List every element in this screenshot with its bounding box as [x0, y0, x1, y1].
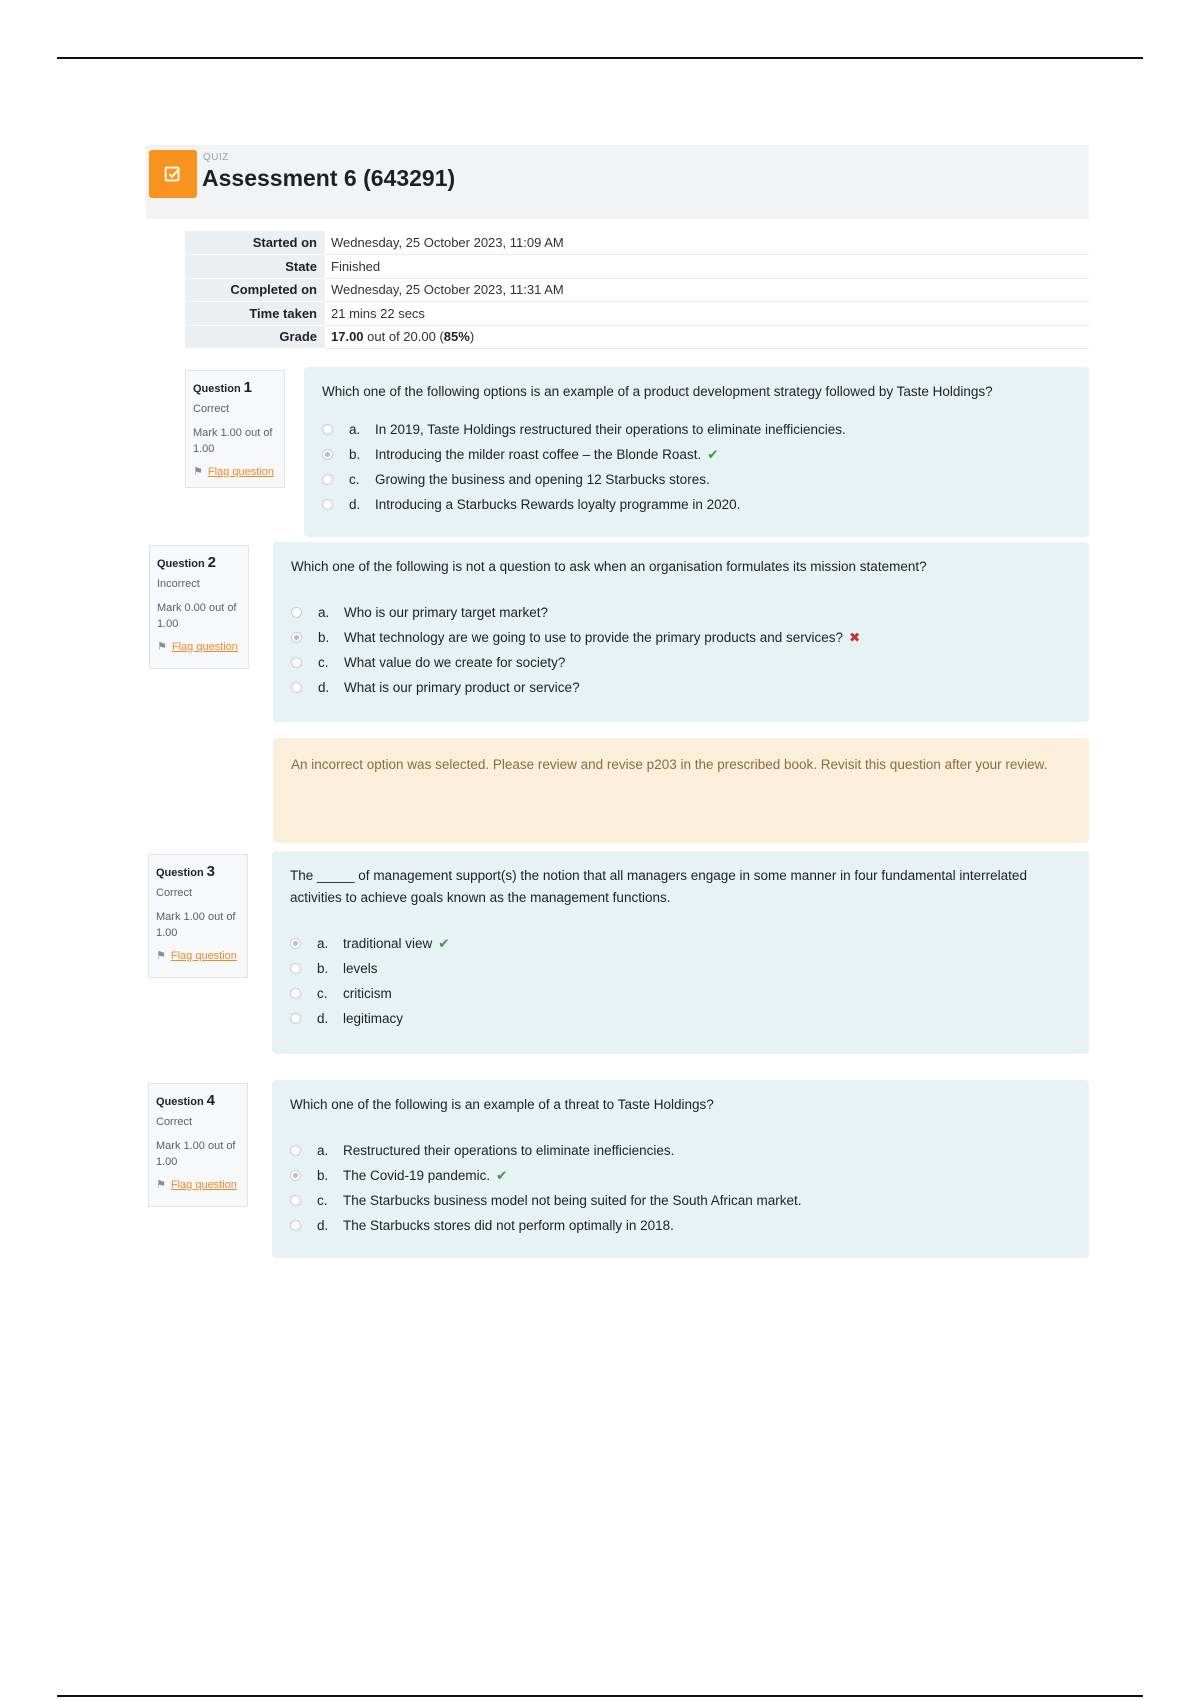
question-mark: Mark 1.00 out of 1.00: [156, 911, 236, 939]
answer-text: Growing the business and opening 12 Starbucks stores.: [375, 472, 710, 487]
summary-row: [185, 325, 1089, 349]
question-content-1: [304, 367, 1089, 537]
answer-option[interactable]: [290, 1163, 1071, 1188]
answer-text: criticism: [343, 986, 392, 1001]
question-mark: Mark 1.00 out of 1.00: [193, 427, 273, 455]
radio-button[interactable]: [322, 499, 333, 510]
radio-button[interactable]: [322, 474, 333, 485]
answer-letter: b.: [317, 1168, 329, 1183]
answer-option[interactable]: [291, 675, 1071, 700]
answer-option[interactable]: [290, 931, 1071, 956]
summary-value: 21 mins 22 secs: [325, 302, 1089, 326]
answer-text: traditional view: [343, 936, 433, 951]
answer-list: [291, 600, 1071, 700]
flag-question-link[interactable]: [156, 1178, 240, 1191]
answer-text: legitimacy: [343, 1011, 404, 1026]
question-state: Correct: [156, 1116, 193, 1128]
radio-button[interactable]: [322, 449, 333, 460]
page-title: Assessment 6 (643291): [202, 165, 456, 191]
answer-option[interactable]: [322, 442, 1071, 467]
summary-value: Wednesday, 25 October 2023, 11:09 AM: [325, 231, 1089, 255]
flag-question-label: Flag question: [170, 1178, 237, 1191]
page-top-rule: [57, 57, 1143, 59]
radio-button[interactable]: [322, 424, 333, 435]
attempt-summary-table: [185, 231, 1089, 349]
question-num: 3: [206, 863, 216, 880]
flag-question-label: Flag question: [171, 640, 238, 653]
answer-letter: b.: [318, 630, 330, 645]
answer-letter: b.: [349, 447, 361, 462]
summary-label: Started on: [185, 231, 325, 255]
answer-option[interactable]: [290, 1188, 1071, 1213]
checkmark-icon: ✔: [707, 446, 719, 462]
answer-text: In 2019, Taste Holdings restructured their operations to eliminate inefficiencies.: [375, 422, 846, 437]
summary-label: Grade: [185, 325, 325, 349]
summary-label: Time taken: [185, 302, 325, 326]
flag-icon: ⚑: [157, 641, 167, 653]
question-mark: Mark 0.00 out of 1.00: [157, 602, 237, 630]
flag-icon: ⚑: [193, 466, 203, 478]
answer-letter: a.: [317, 1143, 329, 1158]
answer-option[interactable]: [322, 467, 1071, 492]
summary-row: [185, 278, 1089, 302]
answer-text: Who is our primary target market?: [344, 605, 549, 620]
question-label: Question: [157, 558, 205, 570]
question-num: 4: [206, 1092, 216, 1109]
question-text: Which one of the following is an example of a threat to Taste Holdings?: [290, 1097, 714, 1112]
answer-option[interactable]: [290, 1138, 1071, 1163]
question-mark: Mark 1.00 out of 1.00: [156, 1140, 236, 1168]
answer-text: What value do we create for society?: [344, 655, 566, 670]
question-label: Question: [193, 383, 241, 395]
radio-button[interactable]: [291, 632, 302, 643]
answer-option[interactable]: [322, 417, 1071, 442]
question-text: Which one of the following is not a question to ask when an organisation formulates its mission statement?: [291, 559, 927, 574]
question-text: Which one of the following options is an example of a product development strategy followed by Taste Holdings?: [322, 384, 993, 399]
radio-button[interactable]: [290, 1170, 301, 1181]
answer-text: Restructured their operations to eliminate inefficiencies.: [343, 1143, 675, 1158]
answer-option[interactable]: [290, 1213, 1071, 1238]
radio-button[interactable]: [290, 1013, 301, 1024]
answer-option[interactable]: [291, 650, 1071, 675]
answer-text: levels: [343, 961, 378, 976]
question-text: The _____ of management support(s) the notion that all managers engage in some manner in four fundamental interrelated activities to achieve goals known as the management functions.: [290, 868, 1027, 905]
answer-letter: d.: [317, 1011, 329, 1026]
checkmark-icon: ✔: [496, 1167, 508, 1183]
summary-row: [185, 255, 1089, 279]
question-feedback: An incorrect option was selected. Please review and revise p203 in the prescribed book. Revisit this question after your review.: [273, 738, 1089, 843]
question-number: [156, 1092, 240, 1109]
answer-letter: c.: [317, 1193, 328, 1208]
summary-value: Wednesday, 25 October 2023, 11:31 AM: [325, 278, 1089, 302]
answer-letter: c.: [318, 655, 329, 670]
answer-text: The Covid-19 pandemic.: [343, 1168, 491, 1183]
question-num: 2: [207, 554, 217, 571]
page-header: [146, 145, 1089, 219]
answer-option[interactable]: [290, 1006, 1071, 1031]
question-num: 1: [243, 379, 253, 396]
answer-option[interactable]: [290, 981, 1071, 1006]
question-state: Correct: [193, 403, 230, 415]
question-info-4: [148, 1083, 248, 1207]
flag-question-link[interactable]: [156, 949, 240, 962]
grade-score: 17.00: [331, 329, 364, 345]
radio-button[interactable]: [290, 1195, 301, 1206]
answer-letter: c.: [349, 472, 360, 487]
answer-text: What technology are we going to use to provide the primary products and services?: [344, 630, 844, 645]
answer-text: The Starbucks business model not being suited for the South African market.: [343, 1193, 802, 1208]
summary-value: Finished: [325, 255, 1089, 279]
answer-letter: b.: [317, 961, 329, 976]
answer-text: Introducing the milder roast coffee – the Blonde Roast.: [375, 447, 702, 462]
question-state: Correct: [156, 887, 193, 899]
quiz-icon: [149, 150, 197, 198]
question-content-4: [272, 1080, 1089, 1258]
answer-letter: a.: [317, 936, 329, 951]
answer-option[interactable]: [291, 600, 1071, 625]
question-info-3: [148, 854, 248, 978]
answer-text: What is our primary product or service?: [344, 680, 580, 695]
radio-button[interactable]: [290, 963, 301, 974]
answer-option[interactable]: [291, 625, 1071, 650]
answer-letter: a.: [349, 422, 361, 437]
grade-out-of: out of 20.00 (: [363, 329, 444, 345]
question-label: Question: [156, 1096, 204, 1108]
question-number: [157, 554, 241, 571]
flag-icon: ⚑: [156, 1179, 166, 1191]
summary-label: Completed on: [185, 278, 325, 302]
cross-icon: ✖: [849, 629, 861, 645]
question-content-3: [272, 851, 1089, 1054]
answer-text: The Starbucks stores did not perform optimally in 2018.: [343, 1218, 674, 1233]
answer-letter: d.: [317, 1218, 329, 1233]
activity-kind: QUIZ: [203, 152, 229, 163]
grade-close: ): [469, 329, 475, 345]
summary-row: [185, 231, 1089, 255]
question-number: [156, 863, 240, 880]
radio-button[interactable]: [290, 988, 301, 999]
question-info-2: [149, 545, 249, 669]
question-number: [193, 379, 277, 396]
answer-list: [322, 417, 1071, 517]
question-info-1: [185, 370, 285, 488]
answer-list: [290, 931, 1071, 1031]
question-label: Question: [156, 867, 204, 879]
radio-button[interactable]: [290, 938, 301, 949]
checkmark-icon: ✔: [438, 935, 450, 951]
summary-label: State: [185, 255, 325, 279]
radio-button[interactable]: [291, 682, 302, 693]
flag-icon: ⚑: [156, 950, 166, 962]
answer-letter: a.: [318, 605, 330, 620]
flag-question-label: Flag question: [170, 949, 237, 962]
radio-button[interactable]: [290, 1220, 301, 1231]
answer-letter: d.: [349, 497, 361, 512]
grade-value: [325, 325, 1089, 349]
question-state: Incorrect: [157, 578, 200, 590]
flag-question-link[interactable]: [157, 640, 241, 653]
answer-text: Introducing a Starbucks Rewards loyalty programme in 2020.: [375, 497, 741, 512]
answer-letter: c.: [317, 986, 328, 1001]
radio-button[interactable]: [291, 607, 302, 618]
quiz-review-screenshot: [146, 145, 1089, 1258]
answer-list: [290, 1138, 1071, 1238]
flag-question-label: Flag question: [207, 465, 274, 478]
radio-button[interactable]: [290, 1145, 301, 1156]
question-content-2: [273, 542, 1089, 722]
grade-percent: 85%: [443, 329, 470, 345]
radio-button[interactable]: [291, 657, 302, 668]
answer-letter: d.: [318, 680, 330, 695]
page-bottom-rule: [57, 1695, 1143, 1697]
summary-row: [185, 302, 1089, 326]
answer-option[interactable]: [322, 492, 1071, 517]
flag-question-link[interactable]: [193, 465, 277, 478]
answer-option[interactable]: [290, 956, 1071, 981]
